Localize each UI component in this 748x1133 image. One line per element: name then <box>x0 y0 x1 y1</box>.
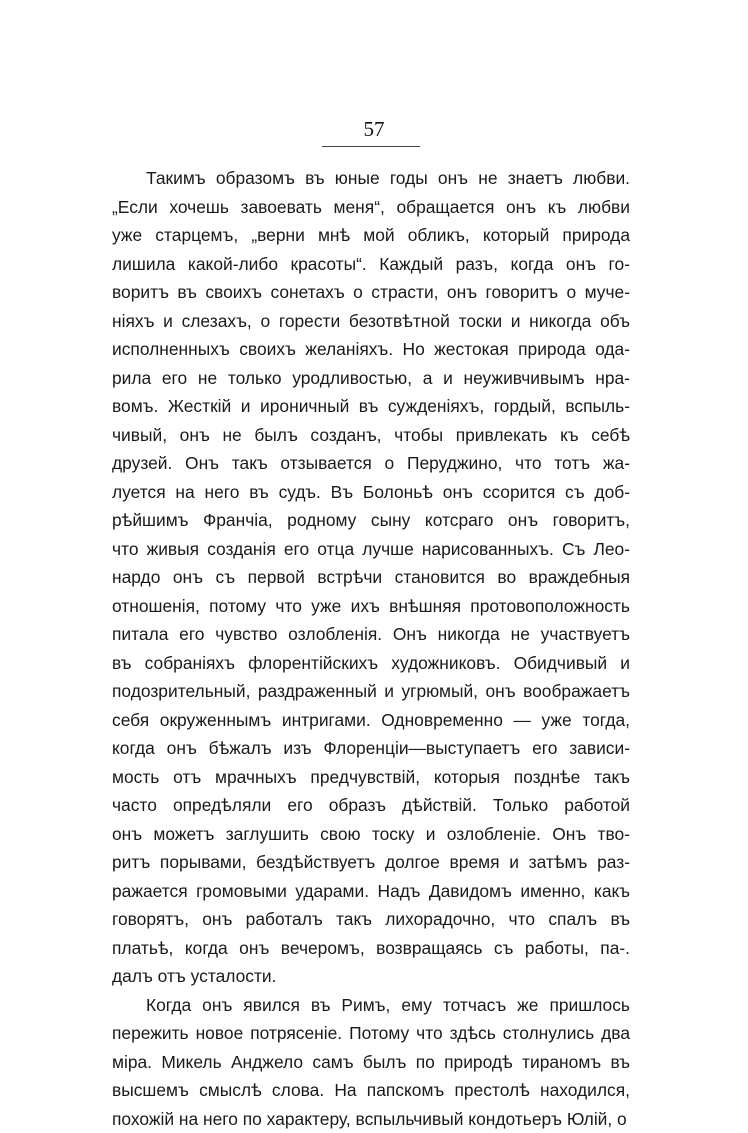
page-number-rule <box>322 146 420 147</box>
text-line: питала его чувство озлобленія. Онъ никогда не участвуетъ <box>112 620 630 649</box>
text-line: лишила какой-либо красоты“. Каждый разъ, когда онъ го- <box>112 250 630 279</box>
text-line: „Если хочешь завоевать меня“, обращается онъ къ любви <box>112 193 630 222</box>
text-line: воритъ въ своихъ сонетахъ о страсти, онъ говоритъ о муче- <box>112 278 630 307</box>
text-line: похожій на него по характеру, вспыльчивый кондотьеръ Юлій, о <box>112 1105 630 1133</box>
text-line: луется на него въ судъ. Въ Болоньѣ онъ ссорится съ доб- <box>112 478 630 507</box>
text-line: когда онъ бѣжалъ изъ Флоренціи—выступаетъ его зависи- <box>112 734 630 763</box>
text-line: часто опредѣляли его образъ дѣйствій. Только работой <box>112 791 630 820</box>
text-line: Такимъ образомъ въ юные годы онъ не знаетъ любви. <box>112 164 630 193</box>
text-line: вомъ. Жесткій и ироничный въ сужденіяхъ, гордый, вспыль- <box>112 392 630 421</box>
text-line: ражается громовыми ударами. Надъ Давидомъ именно, какъ <box>112 877 630 906</box>
text-line: себя окруженнымъ интригами. Одновременно — уже тогда, <box>112 706 630 735</box>
text-line: Когда онъ явился въ Римъ, ему тотчасъ же пришлось <box>112 991 630 1020</box>
text-line: далъ отъ усталости. <box>112 962 630 991</box>
text-line: платьѣ, когда онъ вечеромъ, возвращаясь съ работы, па-. <box>112 934 630 963</box>
text-line: друзей. Онъ такъ отзывается о Перуджино, что тотъ жа- <box>112 449 630 478</box>
text-line: ритъ порывами, бездѣйствуетъ долгое время и затѣмъ раз- <box>112 848 630 877</box>
text-line: отношенія, потому что уже ихъ внѣшняя протовоположность <box>112 592 630 621</box>
body-text <box>112 164 630 1133</box>
text-line: въ собраніяхъ флорентійскихъ художниковъ. Обидчивый и <box>112 649 630 678</box>
paragraph <box>112 991 630 1133</box>
text-line: пережить новое потрясеніе. Потому что здѣсь столнулись два <box>112 1019 630 1048</box>
paragraph <box>112 164 630 991</box>
text-line: ніяхъ и слезахъ, о горести безотвѣтной тоски и никогда объ <box>112 307 630 336</box>
text-line: рила его не только уродливостью, а и неуживчивымъ нра- <box>112 364 630 393</box>
text-line: подозрительный, раздраженный и угрюмый, онъ воображаетъ <box>112 677 630 706</box>
text-line: говорятъ, онъ работалъ такъ лихорадочно, что спалъ въ <box>112 905 630 934</box>
text-line: что живыя созданія его отца лучше нарисованныхъ. Съ Лео- <box>112 535 630 564</box>
text-line: высшемъ смыслѣ слова. На папскомъ престолѣ находился, <box>112 1076 630 1105</box>
text-line: рѣйшимъ Франчіа, родному сыну котсраго онъ говоритъ, <box>112 506 630 535</box>
text-line: онъ можетъ заглушить свою тоску и озлобленіе. Онъ тво- <box>112 820 630 849</box>
page-number: 57 <box>0 116 748 142</box>
text-line: уже старцемъ, „верни мнѣ мой обликъ, который природа <box>112 221 630 250</box>
text-line: исполненныхъ своихъ желаніяхъ. Но жестокая природа ода- <box>112 335 630 364</box>
text-line: нардо онъ съ первой встрѣчи становится во враждебныя <box>112 563 630 592</box>
text-line: мость отъ мрачныхъ предчувствій, которыя позднѣе такъ <box>112 763 630 792</box>
text-line: міра. Микель Анджело самъ былъ по природѣ тираномъ въ <box>112 1048 630 1077</box>
text-line: чивый, онъ не былъ созданъ, чтобы привлекать къ себѣ <box>112 421 630 450</box>
